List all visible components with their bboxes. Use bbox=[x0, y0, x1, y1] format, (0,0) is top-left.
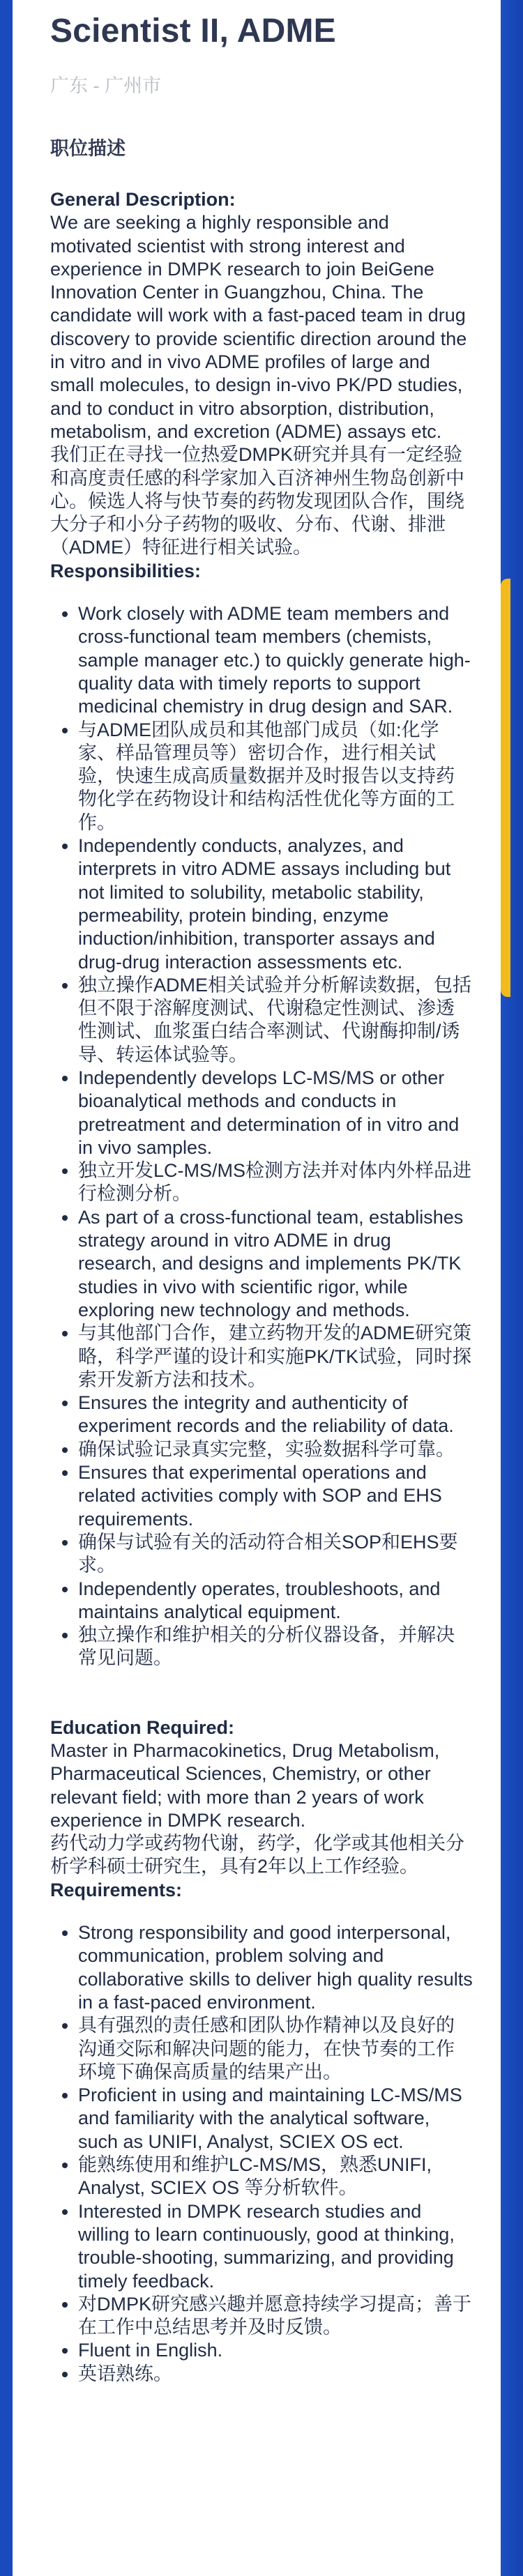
list-item: • As part of a cross-functional team, establishes strategy around in vitro ADME in drug research, and designs and implements PK/TK studies in vivo with scientific rigor, while exploring new technology and methods. bbox=[78, 1206, 473, 1322]
list-item: • Independently develops LC-MS/MS or other bioanalytical methods and conducts in pretreatment and determination of in vitro and in vivo samples. bbox=[78, 1067, 473, 1159]
responsibilities-label: Responsibilities: bbox=[50, 560, 202, 581]
list-item: • 对DMPK研究感兴趣并愿意持续学习提高；善于在工作中总结思考并及时反馈。 bbox=[78, 2293, 473, 2340]
background-right-strip bbox=[501, 0, 523, 2576]
general-description-cn: 我们正在寻找一位热爱DMPK研究并具有一定经验和高度责任感的科学家加入百济神州生物岛创新中心。候选人将与快节奏的药物发现团队合作，围绕大分子和小分子药物的吸收、分布、代谢、排泄（ADME）特征进行相关试验。 bbox=[50, 444, 464, 558]
list-item: • Independently operates, troubleshoots, and maintains analytical equipment. bbox=[78, 1578, 473, 1624]
list-item: • Ensures that experimental operations and related activities comply with SOP and EHS requirements. bbox=[78, 1461, 473, 1531]
section-spacer bbox=[50, 1670, 473, 1716]
job-detail-card bbox=[13, 0, 501, 2576]
background-accent-bar bbox=[501, 579, 510, 997]
list-item: • 具有强烈的责任感和团队协作精神以及良好的沟通交际和解决问题的能力，在快节奏的工作环境下确保高质量的结果产出。 bbox=[78, 2014, 473, 2084]
list-item: • Independently conducts, analyzes, and interprets in vitro ADME assays including but not limited to solubility, metabolic stability, permeability, protein binding, enzyme induction/inhibition, transporter assays and drug-drug interaction assessments etc. bbox=[78, 834, 473, 974]
background-left-strip bbox=[0, 0, 13, 2576]
general-description-label: General Description: bbox=[50, 189, 236, 210]
list-item: • 确保试验记录真实完整，实验数据科学可靠。 bbox=[78, 1438, 473, 1461]
list-item: • 独立操作和维护相关的分析仪器设备，并解决常见问题。 bbox=[78, 1624, 473, 1670]
list-item: • Interested in DMPK research studies and willing to learn continuously, good at thinking, trouble-shooting, summarizing, and providing timely feedback. bbox=[78, 2200, 473, 2293]
responsibilities-list bbox=[50, 602, 473, 1670]
general-description-en: We are seeking a highly responsible and motivated scientist with strong interest and experience in DMPK research to join BeiGene Innovation Center in Guangzhou, China. The candidate will work with a fast-paced team in drug discovery to provide scientific direction around the in vitro and in vivo ADME profiles of large and small molecules, to design in-vivo PK/PD studies, and to conduct in vitro absorption, distribution, metabolism, and excretion (ADME) assays etc. bbox=[50, 212, 467, 442]
requirements-list bbox=[50, 1921, 473, 2386]
list-item: • 与ADME团队成员和其他部门成员（如:化学家、样品管理员等）密切合作，进行相关试验，快速生成高质量数据并及时报告以支持药物化学在药物设计和结构活性优化等方面的工作。 bbox=[78, 719, 473, 834]
list-item: • 独立操作ADME相关试验并分析解读数据，包括但不限于溶解度测试、代谢稳定性测试、渗透性测试、血浆蛋白结合率测试、代谢酶抑制/诱导、转运体试验等。 bbox=[78, 974, 473, 1067]
job-title: Scientist II, ADME bbox=[50, 13, 336, 49]
education-cn: 药代动力学或药物代谢，药学，化学或其他相关分析学科硕士研究生，具有2年以上工作经验。 bbox=[50, 1833, 464, 1877]
list-item: • Fluent in English. bbox=[78, 2339, 473, 2362]
section-heading-job-description: 职位描述 bbox=[50, 138, 126, 159]
job-description-body bbox=[50, 188, 473, 2386]
list-item: • Proficient in using and maintaining LC-MS/MS and familiarity with the analytical software, such as UNIFI, Analyst, SCIEX OS ect. bbox=[78, 2084, 473, 2154]
requirements-label: Requirements: bbox=[50, 1879, 183, 1900]
list-item: • Work closely with ADME team members and cross-functional team members (chemists, sample manager etc.) to quickly generate high-quality data with timely reports to support medicinal chemistry in drug design and SAR. bbox=[78, 602, 473, 718]
list-item: • 与其他部门合作，建立药物开发的ADME研究策略，科学严谨的设计和实施PK/TK试验，同时探索开发新方法和技术。 bbox=[78, 1322, 473, 1392]
list-item: • Strong responsibility and good interpersonal, communication, problem solving and collaborative skills to deliver high quality results in a fast-paced environment. bbox=[78, 1921, 473, 2014]
job-location: 广东 - 广州市 bbox=[50, 75, 161, 96]
education-en: Master in Pharmacokinetics, Drug Metabolism, Pharmaceutical Sciences, Chemistry, or other relevant field; with more than 2 years of work experience in DMPK research. bbox=[50, 1740, 440, 1831]
list-item: • 独立开发LC-MS/MS检测方法并对体内外样品进行检测分析。 bbox=[78, 1159, 473, 1206]
education-label: Education Required: bbox=[50, 1716, 235, 1738]
list-item: • 英语熟练。 bbox=[78, 2363, 473, 2386]
list-item: • Ensures the integrity and authenticity of experiment records and the reliability of data. bbox=[78, 1392, 473, 1438]
list-item: • 确保与试验有关的活动符合相关SOP和EHS要求。 bbox=[78, 1531, 473, 1578]
list-item: • 能熟练使用和维护LC-MS/MS，熟悉UNIFI, Analyst, SCIEX OS 等分析软件。 bbox=[78, 2154, 473, 2200]
